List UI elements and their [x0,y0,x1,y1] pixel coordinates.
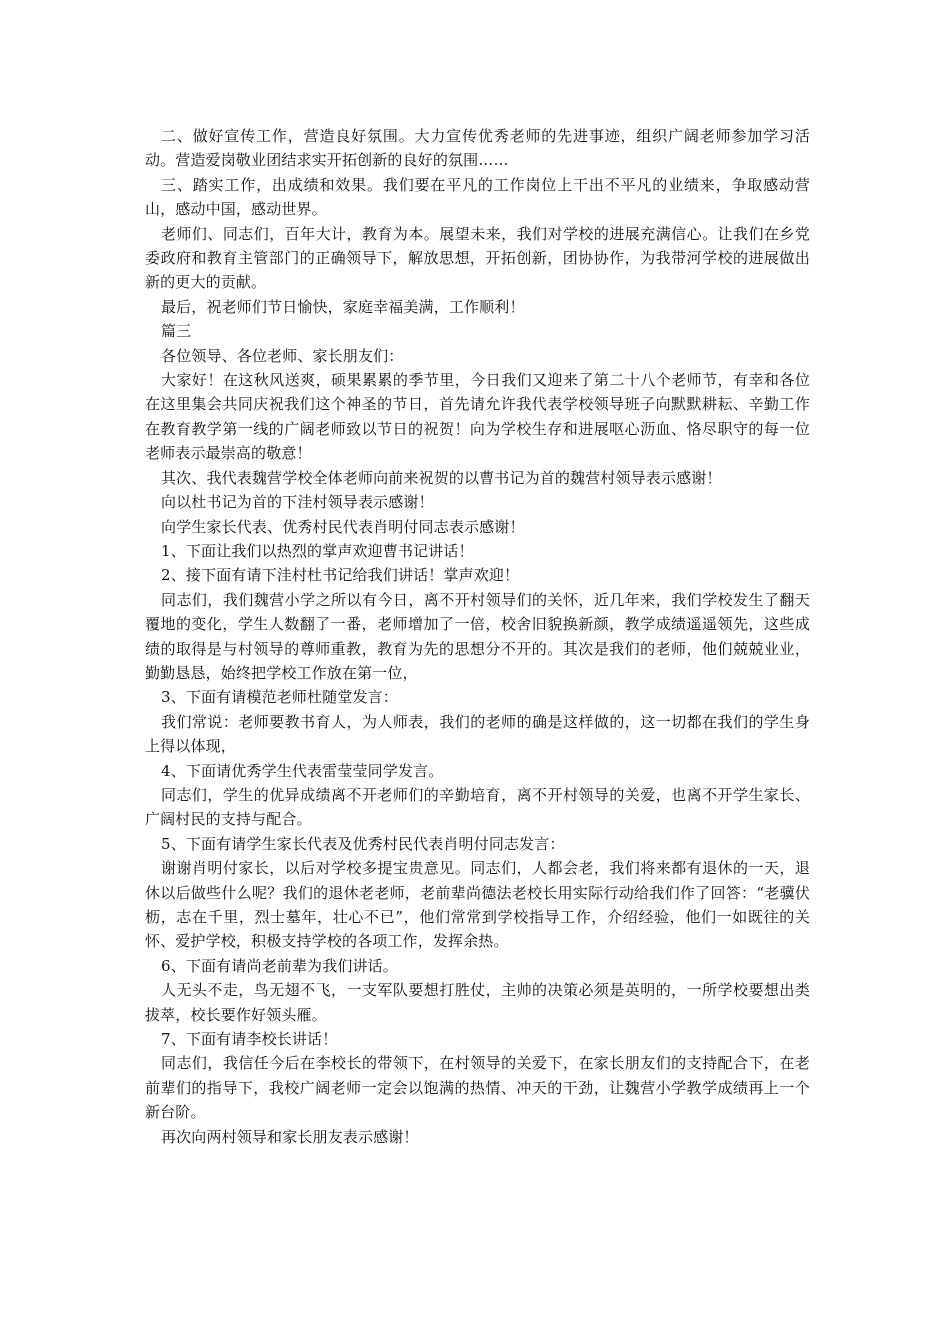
paragraph: 谢谢肖明付家长，以后对学校多提宝贵意见。同志们，人都会老，我们将来都有退休的一天，退休以后做些什么呢？我们的退休老老师，老前辈尚德法老校长用实际行动给我们作了回答：“老骥伏枥，志在千里，烈士墓年，壮心不已”，他们常常到学校指导工作，介绍经验，他们一如既往的关怀、爱护学校，积极支持学校的各项工作，发挥余热。 [145,859,810,951]
list-item: 7、下面有请李校长讲话！ [161,1030,338,1049]
paragraph: 同志们，学生的优异成绩离不开老师们的辛勤培育，离不开村领导的关爱，也离不开学生家长、广阔村民的支持与配合。 [145,785,810,829]
paragraph: 其次、我代表魏营学校全体老师向前来祝贺的以曹书记为首的魏营村领导表示感谢！ [161,468,722,487]
salutation: 各位领导、各位老师、家长朋友们： [161,346,404,365]
closing-line: 再次向两村领导和家长朋友表示感谢！ [161,1127,419,1146]
paragraph: 老师们、同志们，百年大计，教育为本。展望未来，我们对学校的进展充满信心。让我们在乡党委政府和教育主管部门的正确领导下，解放思想，开拓创新，团协协作，为我带河学校的进展做出新的更大的贡献。 [145,224,810,292]
list-item: 6、下面有请尚老前辈为我们讲话。 [161,956,398,975]
paragraph: 向学生家长代表、优秀村民代表肖明付同志表示感谢！ [161,517,525,536]
list-item: 2、接下面有请下洼村杜书记给我们讲话！掌声欢迎！ [161,566,520,585]
paragraph: 向以杜书记为首的下洼村领导表示感谢！ [161,493,434,512]
paragraph: 同志们，我信任今后在李校长的带领下，在村领导的关爱下，在家长朋友们的支持配合下，在老前辈们的指导下，我校广阔老师一定会以饱满的热情、冲天的干劲，让魏营小学教学成绩再上一个新台阶。 [145,1054,810,1122]
list-item: 5、下面有请学生家长代表及优秀村民代表肖明付同志发言： [161,834,565,853]
paragraph: 三、踏实工作，出成绩和效果。我们要在平凡的工作岗位上干出不平凡的业绩来，争取感动营山，感动中国，感动世界。 [145,175,810,219]
paragraph: 大家好！在这秋风送爽，硕果累累的季节里，今日我们又迎来了第二十八个老师节，有幸和各位在这里集会共同庆祝我们这个神圣的节日，首先请允许我代表学校领导班子向默默耕耘、辛勤工作在教育教学第一线的广阔老师致以节日的祝贺！向为学校生存和进展呕心沥血、恪尽职守的每一位老师表示最崇高的敬意！ [145,371,810,463]
paragraph: 最后，祝老师们节日愉快，家庭幸福美满，工作顺利！ [161,297,525,316]
paragraph: 二、做好宣传工作，营造良好氛围。大力宣传优秀老师的先进事迹，组织广阔老师参加学习活动。营造爱岗敬业团结求实开拓创新的良好的氛围…… [145,127,810,170]
paragraph: 同志们，我们魏营小学之所以有今日，离不开村领导们的关怀，近几年来，我们学校发生了翻天覆地的变化，学生人数翻了一番，老师增加了一倍，校舍旧貌换新颜，教学成绩遥遥领先，这些成绩的取得是与村领导的尊师重教，教育为先的思想分不开的。其次是我们的老师，他们兢兢业业，勤勤恳恳，始终把学校工作放在第一位， [145,590,810,682]
section-heading: 篇三 [161,322,192,341]
paragraph: 人无头不走，鸟无翅不飞，一支军队要想打胜仗，主帅的决策必须是英明的，一所学校要想出类拔萃，校长要作好领头雁。 [145,981,810,1024]
paragraph: 我们常说：老师要教书育人，为人师表，我们的老师的确是这样做的，这一切都在我们的学生身上得以体现， [145,712,810,756]
list-item: 3、下面有请模范老师杜随堂发言： [161,688,398,707]
list-item: 1、下面让我们以热烈的掌声欢迎曹书记讲话！ [161,541,474,560]
list-item: 4、下面请优秀学生代表雷莹莹同学发言。 [161,761,444,780]
document-page [145,124,810,1149]
